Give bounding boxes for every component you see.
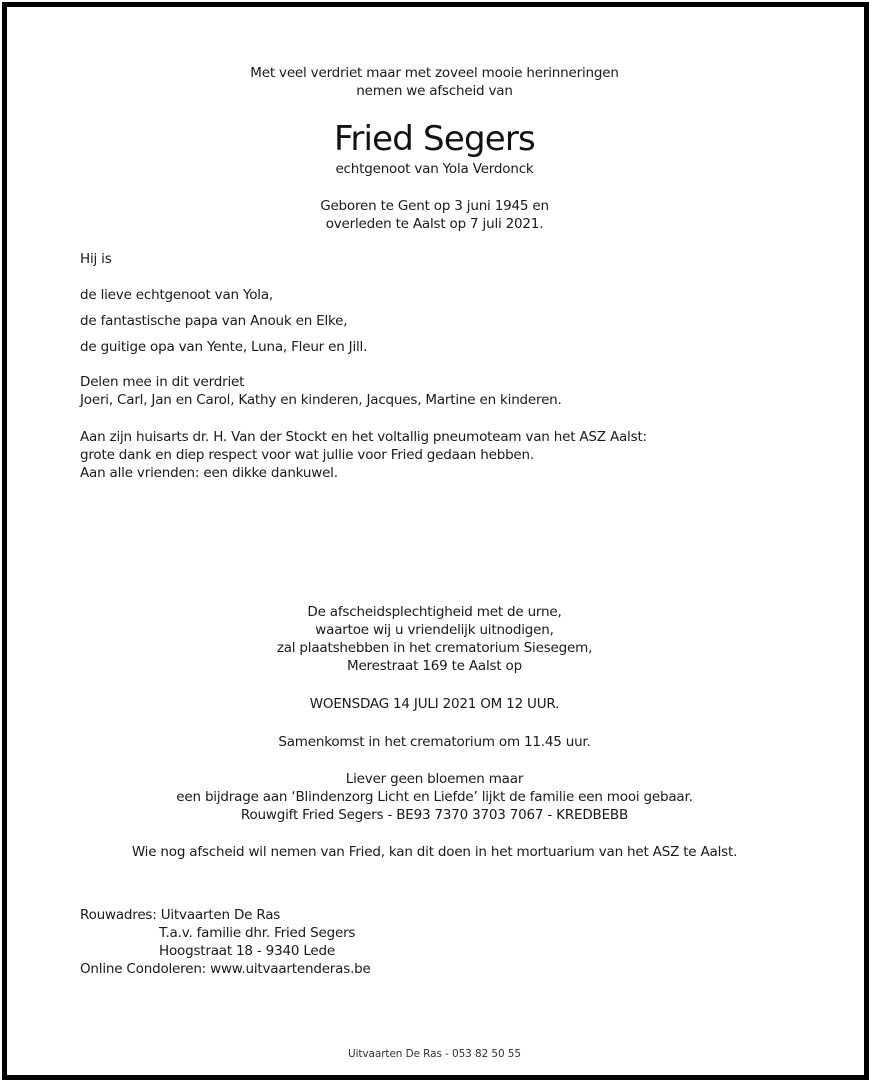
flowers-line-2: een bijdrage aan ‘Blindenzorg Licht en Liefde’ lijkt de familie een mooi gebaar. <box>176 789 693 805</box>
ceremony-line-1: De afscheidsplechtigheid met de urne, <box>307 604 562 620</box>
thanks-line-1: Aan zijn huisarts dr. H. Van der Stockt en het voltallig pneumoteam van het ASZ Aalst: <box>80 429 647 445</box>
flowers-line-1: Liever geen bloemen maar <box>345 771 524 787</box>
relation-line: de lieve echtgenoot van Yola, <box>80 287 274 303</box>
flowers-line-3: Rouwgift Fried Segers - BE93 7370 3703 7067 - KREDBEBB <box>240 807 629 823</box>
mortuary-line: Wie nog afscheid wil nemen van Fried, kan dit doen in het mortuarium van het ASZ te Aalst. <box>131 844 738 860</box>
address-line-1: Rouwadres: Uitvaarten De Ras <box>80 907 281 923</box>
intro-line-2: nemen we afscheid van <box>356 83 513 99</box>
thanks-line-2: grote dank en diep respect voor wat jullie voor Fried gedaan hebben. <box>80 447 534 463</box>
ceremony-date: WOENSDAG 14 JULI 2021 OM 12 UUR. <box>309 696 560 712</box>
intro-line-1: Met veel verdriet maar met zoveel mooie herinneringen <box>250 65 619 81</box>
ceremony-line-3: zal plaatshebben in het crematorium Siesegem, <box>276 640 593 656</box>
online-condolences: Online Condoleren: www.uitvaartenderas.be <box>80 961 371 977</box>
deceased-name: Fried Segers <box>334 119 535 159</box>
sharing-intro: Delen mee in dit verdriet <box>80 374 245 390</box>
died-line: overleden te Aalst op 7 juli 2021. <box>325 216 544 232</box>
ceremony-line-4: Merestraat 169 te Aalst op <box>347 658 522 674</box>
spouse-line: echtgenoot van Yola Verdonck <box>335 161 534 177</box>
address-line-2: T.a.v. familie dhr. Fried Segers <box>159 925 356 941</box>
gathering-line: Samenkomst in het crematorium om 11.45 uur. <box>278 734 591 750</box>
ceremony-line-2: waartoe wij u vriendelijk uitnodigen, <box>315 622 554 638</box>
footer-contact: Uitvaarten De Ras - 053 82 50 55 <box>348 1048 521 1060</box>
relation-line: de guitige opa van Yente, Luna, Fleur en Jill. <box>80 339 368 355</box>
address-line-3: Hoogstraat 18 - 9340 Lede <box>159 943 335 959</box>
thanks-line-3: Aan alle vrienden: een dikke dankuwel. <box>80 465 338 481</box>
sharing-names: Joeri, Carl, Jan en Carol, Kathy en kinderen, Jacques, Martine en kinderen. <box>80 392 562 408</box>
born-line: Geboren te Gent op 3 juni 1945 en <box>320 198 549 214</box>
relation-line: de fantastische papa van Anouk en Elke, <box>80 313 348 329</box>
family-intro: Hij is <box>80 251 112 267</box>
